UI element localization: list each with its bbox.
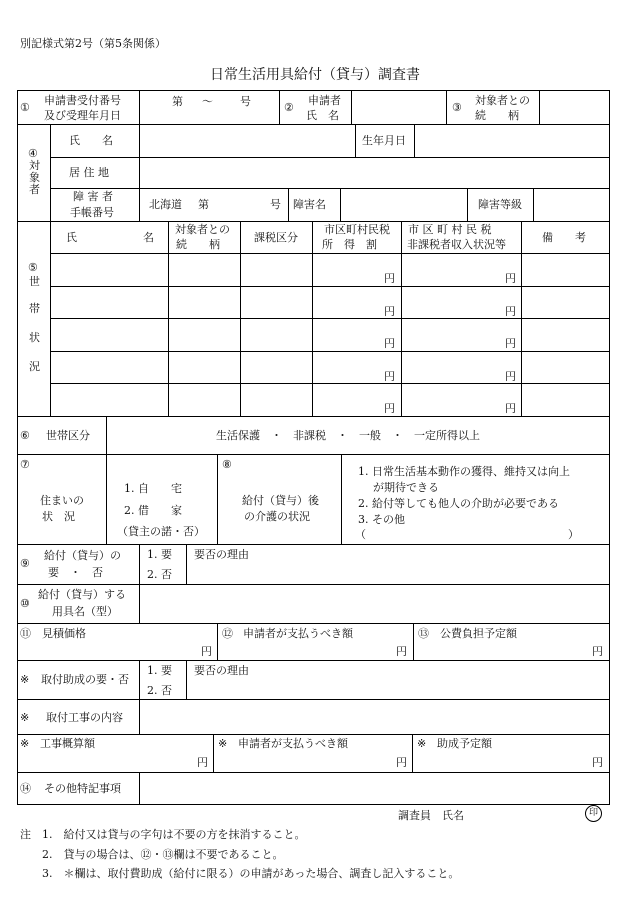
circle-num-6: ⑥ xyxy=(20,429,30,442)
form-title: 日常生活用具給付（貸与）調査書 xyxy=(210,67,420,83)
care-label-line1: 給付（貸与）後 xyxy=(242,494,319,507)
hokkaido-text: 北海道 xyxy=(149,198,182,211)
disability-grade-label: 障害等級 xyxy=(478,198,522,211)
circle-num-4: ④ xyxy=(28,147,38,160)
other-remarks-label: その他特記事項 xyxy=(44,782,121,795)
asterisk-mark: ※ xyxy=(417,737,427,750)
col-nontax-header-line2: 非課税者収入状況等 xyxy=(407,238,506,251)
install-applicant-pay-label: 申請者が支払うべき額 xyxy=(238,737,348,750)
applicant-label-line1: 申請者 xyxy=(308,94,341,107)
applicant-label-line2: 氏 名 xyxy=(306,109,339,122)
circle-num-7: ⑦ xyxy=(20,458,30,471)
seal-mark xyxy=(585,805,602,822)
applicant-pay-yen: 円 xyxy=(396,645,407,658)
install-reason-label: 要否の理由 xyxy=(194,664,249,677)
grant-amount-label: 助成予定額 xyxy=(437,737,492,750)
circle-num-8: ⑧ xyxy=(222,458,232,471)
circle-num-14: ⑭ xyxy=(20,782,31,795)
col-relation-header-line2: 続 柄 xyxy=(176,238,220,251)
subject-label-3: 者 xyxy=(29,183,40,196)
circle-num-11: ⑪ xyxy=(20,627,31,640)
note-1: 1. 給付又は貸与の字句は不要の方を抹消すること。 xyxy=(42,828,306,841)
receipt-dai: 第 xyxy=(172,95,183,108)
col-income-header-line2: 所 得 割 xyxy=(322,238,377,251)
receipt-go: 号 xyxy=(240,95,251,108)
nontax-yen: 円 xyxy=(505,402,516,415)
col-nontax-header-line1: 市 区 町 村 民 税 xyxy=(408,223,492,236)
asterisk-mark: ※ xyxy=(20,737,30,750)
note-3: 3. ＊欄は、取付費助成（給付に限る）の申請があった場合、調査し記入すること。 xyxy=(42,867,460,880)
circle-num-5: ⑤ xyxy=(28,261,38,274)
housing-label-line1: 住まいの xyxy=(40,494,84,507)
nontax-yen: 円 xyxy=(505,337,516,350)
circle-num-1: ① xyxy=(20,101,30,114)
asterisk-mark: ※ xyxy=(20,673,30,686)
care-other-paren-open: （ xyxy=(355,528,366,541)
care-label-line2: の介護の状況 xyxy=(244,510,310,523)
device-name-label-line2: 用具名（型） xyxy=(52,605,118,618)
subject-label-2: 象 xyxy=(29,171,40,184)
necessity-no: 2. 否 xyxy=(147,568,172,581)
necessity-reason-label: 要否の理由 xyxy=(194,548,249,561)
household-class-label: 世帯区分 xyxy=(46,429,90,442)
housing-landlord-note: （貸主の諾・否） xyxy=(117,525,205,538)
circle-num-13: ⑬ xyxy=(418,627,429,640)
necessity-label-line1: 給付（貸与）の xyxy=(44,549,121,562)
circle-num-3: ③ xyxy=(452,101,462,114)
handbook-go: 号 xyxy=(270,198,281,211)
col-income-header-line1: 市区町村民税 xyxy=(324,223,390,236)
receipt-label-line2: 及び受理年月日 xyxy=(44,109,121,122)
care-option-2: 2. 給付等しても他人の介助が必要である xyxy=(358,497,559,510)
housing-option-own: 1. 自 宅 xyxy=(124,482,182,495)
subject-label-1: 対 xyxy=(29,159,40,172)
note-2: 2. 貸与の場合は、⑫・⑬欄は不要であること。 xyxy=(42,848,284,861)
notes-head: 注 xyxy=(20,828,31,841)
housing-option-rent: 2. 借 家 xyxy=(124,504,182,517)
care-other-paren-close: ） xyxy=(568,528,579,541)
household-class-options: 生活保護 ・ 非課税 ・ 一般 ・ 一定所得以上 xyxy=(216,429,480,442)
nontax-yen: 円 xyxy=(505,272,516,285)
estimate-label: 見積価格 xyxy=(42,627,86,640)
nontax-yen: 円 xyxy=(505,305,516,318)
install-work-label: 取付工事の内容 xyxy=(46,711,123,724)
household-label-3: 状 xyxy=(29,331,40,344)
handbook-dai: 第 xyxy=(198,198,209,211)
asterisk-mark: ※ xyxy=(20,711,30,724)
relation-label-line2: 続 柄 xyxy=(475,109,519,122)
income-yen: 円 xyxy=(384,272,395,285)
necessity-yes: 1. 要 xyxy=(147,548,172,561)
receipt-label-line1: 申請書受付番号 xyxy=(44,94,121,107)
household-label-1: 世 xyxy=(29,275,40,288)
work-cost-yen: 円 xyxy=(197,756,208,769)
household-label-4: 況 xyxy=(29,360,40,373)
handbook-label-line1: 障 害 者 xyxy=(73,190,113,203)
housing-label-line2: 状 況 xyxy=(42,510,75,523)
col-remarks-header: 備 考 xyxy=(542,231,586,244)
care-option-3: 3. その他 xyxy=(358,513,405,526)
grant-amount-yen: 円 xyxy=(592,756,603,769)
receipt-tilde: 〜 xyxy=(202,95,213,108)
col-relation-header-line1: 対象者との xyxy=(175,223,230,236)
annex-label: 別記様式第2号（第5条関係） xyxy=(20,37,166,50)
public-pay-label: 公費負担予定額 xyxy=(440,627,517,640)
disability-name-label: 障害名 xyxy=(293,198,326,211)
public-pay-yen: 円 xyxy=(592,645,603,658)
care-option-1: 1. 日常生活基本動作の獲得、維持又は向上 xyxy=(358,465,570,478)
asterisk-mark: ※ xyxy=(218,737,228,750)
income-yen: 円 xyxy=(384,370,395,383)
work-cost-label: 工事概算額 xyxy=(40,737,95,750)
income-yen: 円 xyxy=(384,402,395,415)
install-applicant-pay-yen: 円 xyxy=(396,756,407,769)
relation-label-line1: 対象者との xyxy=(475,94,530,107)
birth-date-label: 生年月日 xyxy=(362,134,406,147)
circle-num-12: ⑫ xyxy=(222,627,233,640)
income-yen: 円 xyxy=(384,337,395,350)
col-name-header-2: 名 xyxy=(143,231,154,244)
nontax-yen: 円 xyxy=(505,370,516,383)
col-name-header-1: 氏 xyxy=(66,231,77,244)
circle-num-10: ⑩ xyxy=(20,597,30,610)
col-tax-header: 課税区分 xyxy=(254,231,298,244)
address-label: 居 住 地 xyxy=(69,166,109,179)
necessity-label-line2: 要 ・ 否 xyxy=(48,566,103,579)
household-label-2: 帯 xyxy=(29,302,40,315)
applicant-pay-label: 申請者が支払うべき額 xyxy=(243,627,353,640)
estimate-yen: 円 xyxy=(201,645,212,658)
care-option-1-cont: が期待できる xyxy=(373,481,439,494)
subject-name-label: 氏 名 xyxy=(69,134,113,147)
handbook-label-line2: 手帳番号 xyxy=(70,206,114,219)
install-assist-no: 2. 否 xyxy=(147,684,172,697)
seal-text: 印 xyxy=(588,808,598,818)
device-name-label-line1: 給付（貸与）する xyxy=(38,588,126,601)
investigator-name-label: 調査員 氏名 xyxy=(398,809,464,822)
circle-num-9: ⑨ xyxy=(20,557,30,570)
install-assist-label: 取付助成の要・否 xyxy=(41,673,129,686)
income-yen: 円 xyxy=(384,305,395,318)
install-assist-yes: 1. 要 xyxy=(147,664,172,677)
circle-num-2: ② xyxy=(284,101,294,114)
